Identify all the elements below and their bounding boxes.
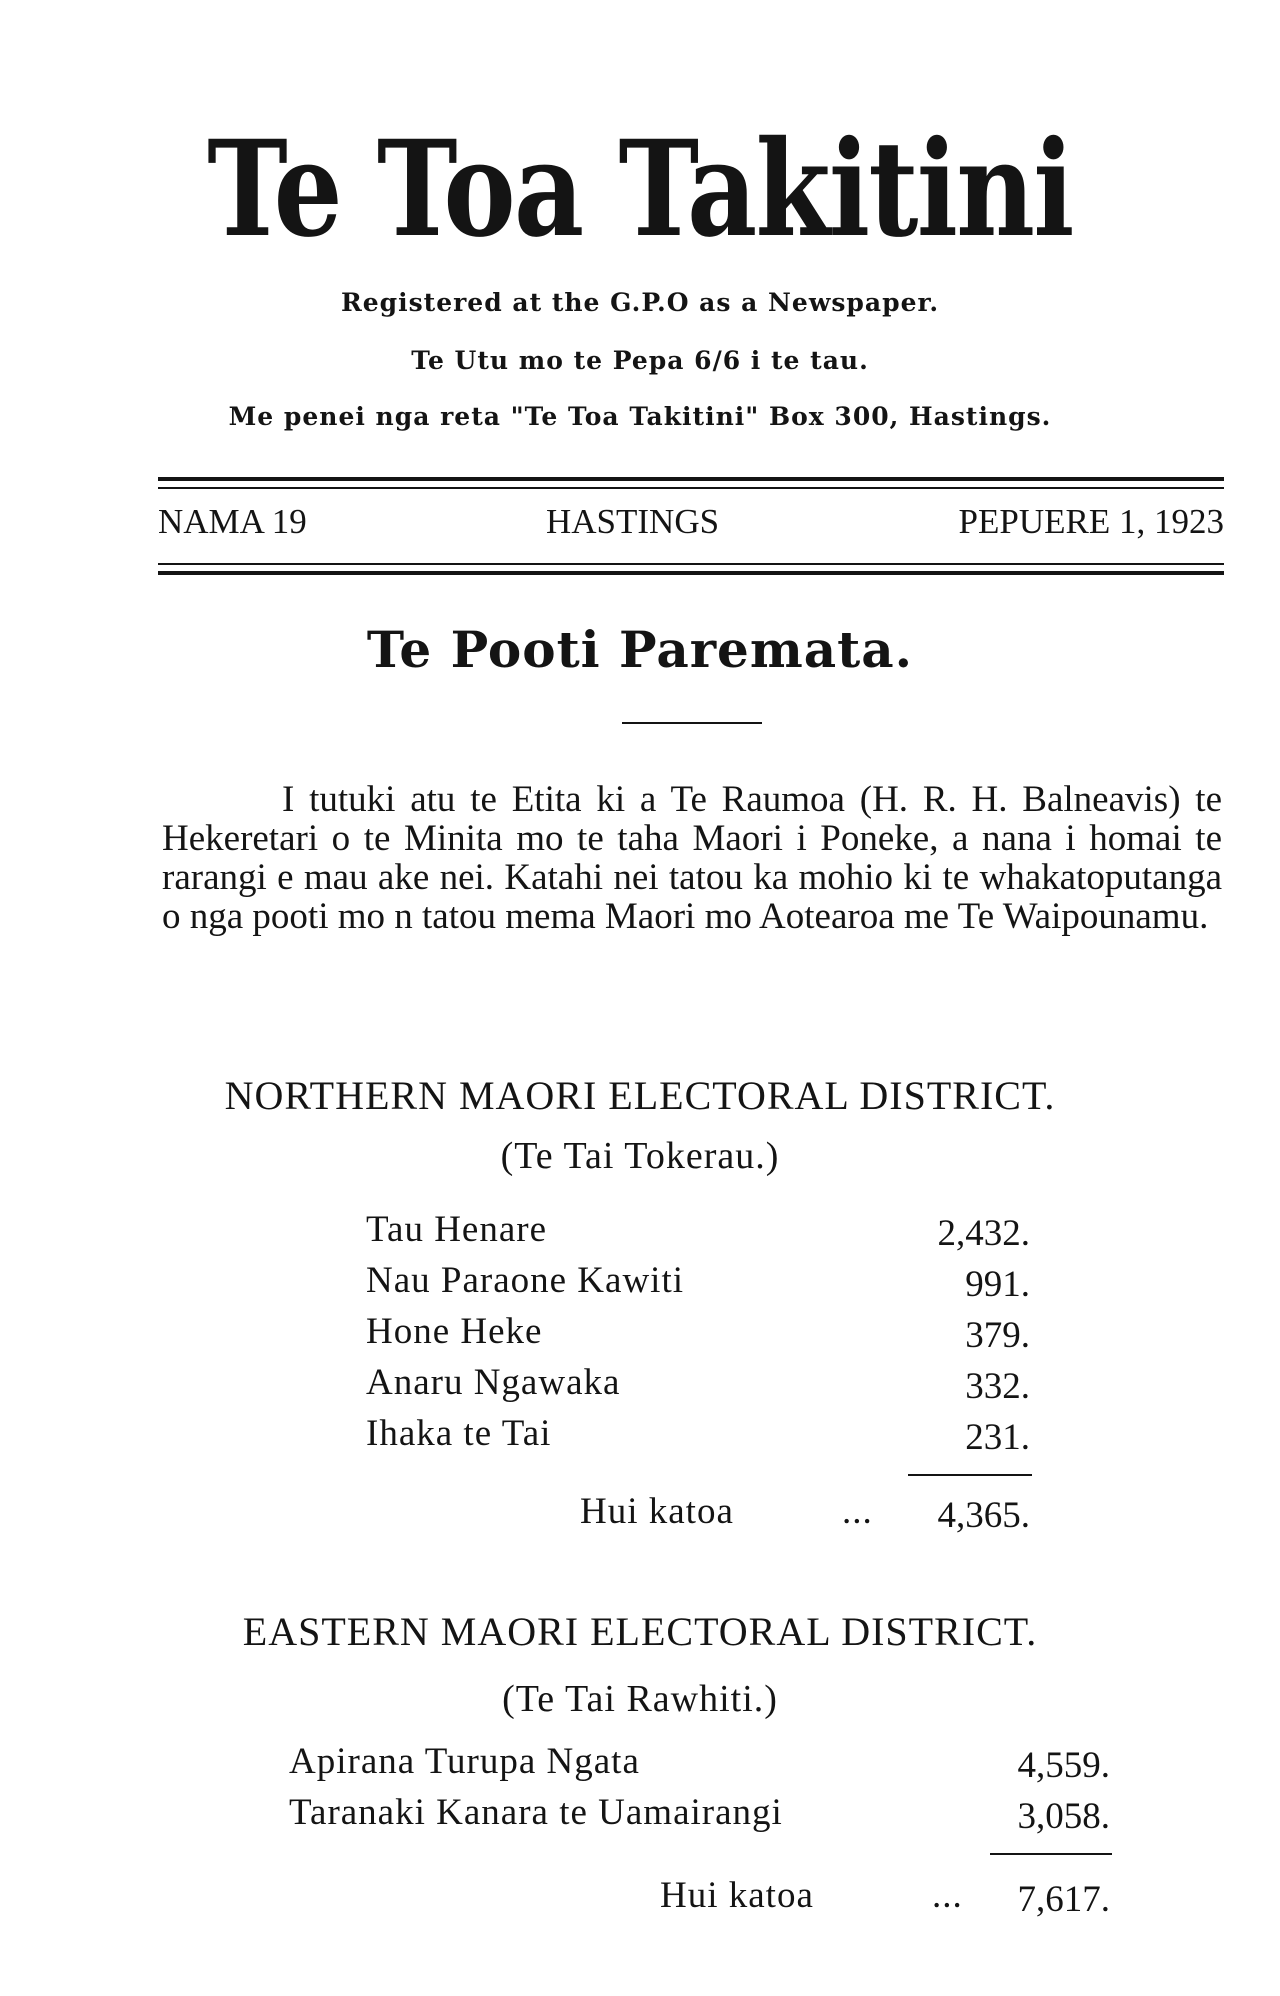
total-dots: ... bbox=[932, 1875, 963, 1916]
candidate-votes: 4,559. bbox=[1017, 1745, 1110, 1786]
price-line: Te Utu mo te Pepa 6/6 i te tau. bbox=[411, 346, 869, 375]
headline-divider bbox=[622, 722, 762, 724]
candidate-votes: 231. bbox=[965, 1417, 1030, 1458]
total-label: Hui katoa bbox=[580, 1491, 734, 1532]
northern-total: 4,365. bbox=[937, 1495, 1030, 1536]
candidate-name: Nau Paraone Kawiti bbox=[366, 1260, 685, 1301]
candidate-votes: 991. bbox=[965, 1264, 1030, 1305]
candidate-name: Tau Henare bbox=[366, 1209, 547, 1250]
candidate-votes: 2,432. bbox=[937, 1213, 1030, 1254]
issue-date: PEPUERE 1, 1923 bbox=[958, 502, 1224, 541]
eastern-total: 7,617. bbox=[1017, 1879, 1110, 1920]
northern-sum-rule bbox=[908, 1474, 1032, 1476]
article-body: I tutuki atu te Etita ki a Te Raumoa (H. R. H. Balneavis) te Hekeretari o te Minita mo te taha Maori i Poneke, a nana i homai te rarangi e mau ake nei. Katahi nei tatou ka mohio ki te whakatoputanga o nga pooti mo n tatou mema Maori mo Aotearoa me Te Waipounamu. bbox=[162, 779, 1222, 937]
total-label: Hui katoa bbox=[660, 1875, 814, 1916]
registration-line: Registered at the G.P.O as a Newspaper. bbox=[340, 288, 940, 317]
candidate-name: Hone Heke bbox=[366, 1311, 543, 1352]
candidate-name: Apirana Turupa Ngata bbox=[289, 1741, 640, 1782]
issue-row bbox=[158, 502, 1224, 552]
issue-number: NAMA 19 bbox=[158, 502, 307, 541]
top-thin-rule bbox=[158, 487, 1224, 489]
candidate-votes: 3,058. bbox=[1017, 1796, 1110, 1837]
candidate-name: Anaru Ngawaka bbox=[366, 1362, 621, 1403]
candidate-name: Ihaka te Tai bbox=[366, 1413, 552, 1454]
article-headline: Te Pooti Paremata. bbox=[366, 620, 914, 679]
top-thick-rule bbox=[158, 477, 1224, 481]
issue-place: HASTINGS bbox=[546, 502, 720, 541]
bottom-thick-rule bbox=[158, 571, 1224, 575]
address-line: Me penei nga reta "Te Toa Takitini" Box 300, Hastings. bbox=[228, 402, 1052, 431]
bottom-thin-rule bbox=[158, 563, 1224, 565]
northern-district-title: NORTHERN MAORI ELECTORAL DISTRICT. bbox=[224, 1073, 1056, 1118]
total-dots: ... bbox=[842, 1491, 873, 1532]
eastern-district-title: EASTERN MAORI ELECTORAL DISTRICT. bbox=[242, 1609, 1038, 1654]
northern-district-subtitle: (Te Tai Tokerau.) bbox=[500, 1135, 780, 1177]
candidate-votes: 379. bbox=[965, 1315, 1030, 1356]
candidate-name: Taranaki Kanara te Uamairangi bbox=[289, 1792, 783, 1833]
masthead-title: Te Toa Takitini bbox=[207, 112, 1073, 267]
eastern-district-subtitle: (Te Tai Rawhiti.) bbox=[502, 1678, 778, 1720]
eastern-sum-rule bbox=[990, 1853, 1112, 1855]
candidate-votes: 332. bbox=[965, 1366, 1030, 1407]
